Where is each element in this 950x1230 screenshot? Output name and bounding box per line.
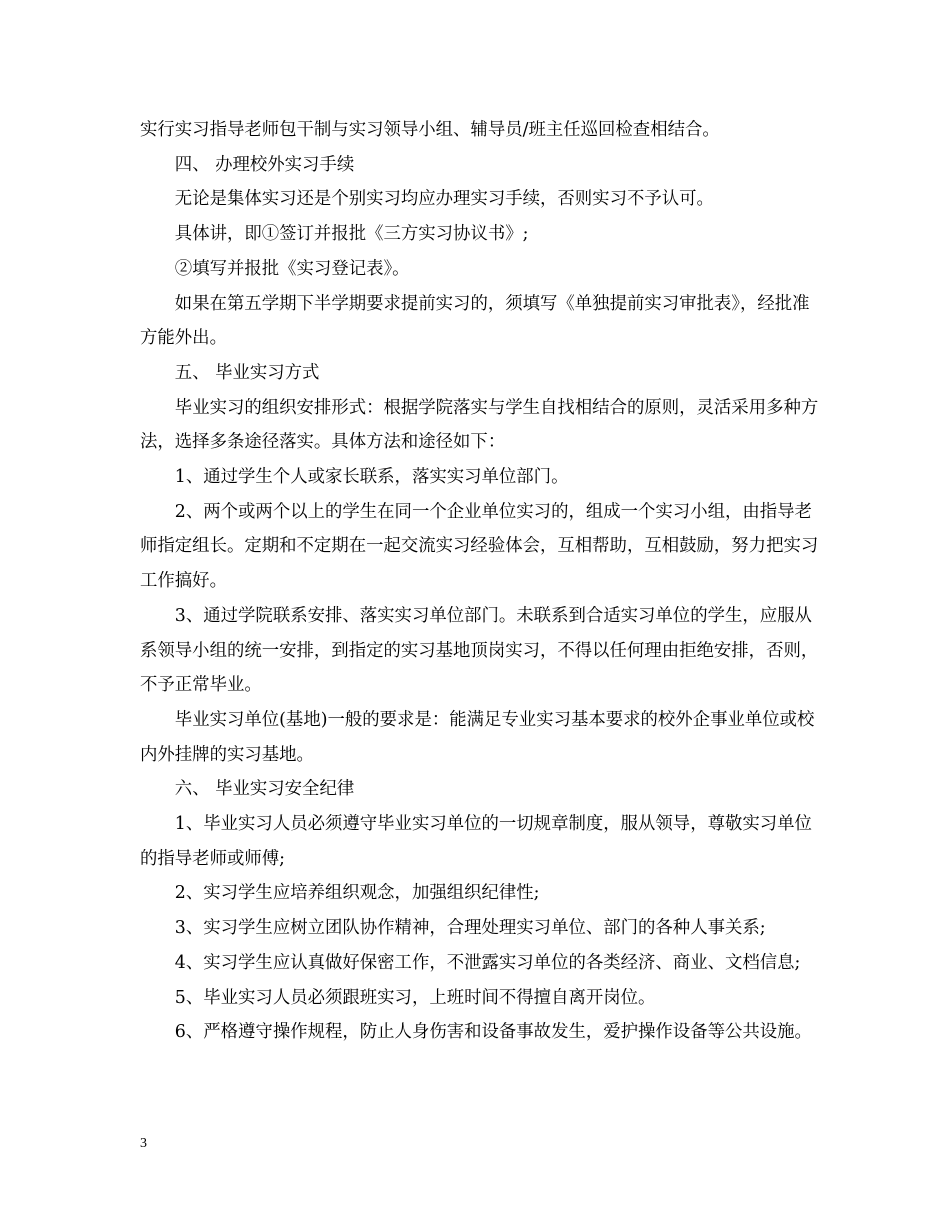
list-item: 1、通过学生个人或家长联系，落实实习单位部门。 <box>174 467 569 488</box>
paragraph: 如果在第五学期下半学期要求提前实习的，须填写《单独提前实习审批表》，经批准方能外出。 <box>140 293 810 349</box>
list-item: 5、毕业实习人员必须跟班实习，上班时间不得擅自离开岗位。 <box>174 987 656 1008</box>
paragraph: 毕业实习单位(基地)一般的要求是：能满足专业实习基本要求的校外企事业单位或校内外挂牌的实习基地。 <box>140 709 815 765</box>
list-item: 3、实习学生应树立团队协作精神，合理处理实习单位、部门的各种人事关系; <box>174 918 766 939</box>
list-item: 1、毕业实习人员必须遵守毕业实习单位的一切规章制度，服从领导，尊敬实习单位的指导老师或师傅; <box>140 814 812 869</box>
list-item: 2、两个或两个以上的学生在同一个企业单位实习的，组成一个实习小组，由指导老师指定组长。定期和不定期在一起交流实习经验体会，互相帮助，互相鼓励，努力把实习工作搞好。 <box>140 501 819 592</box>
paragraph: 实行实习指导老师包干制与实习领导小组、辅导员/班主任巡回检查相结合。 <box>140 120 720 140</box>
list-item: 4、实习学生应认真做好保密工作，不泄露实习单位的各类经济、商业、文档信息; <box>174 952 801 973</box>
paragraph: ②填写并报批《实习登记表》。 <box>174 258 410 279</box>
paragraph: 无论是集体实习还是个别实习均应办理实习手续，否则实习不予认可。 <box>174 189 714 210</box>
section-heading-5: 五、 毕业实习方式 <box>174 362 320 383</box>
section-heading-6: 六、 毕业实习安全纪律 <box>174 779 355 800</box>
list-item: 3、通过学院联系安排、落实实习单位部门。未联系到合适实习单位的学生，应服从系领导小组的统一安排，到指定的实习基地顶岗实习，不得以任何理由拒绝安排，否则，不予正常毕业。 <box>140 605 819 696</box>
paragraph: 毕业实习的组织安排形式：根据学院落实与学生自找相结合的原则，灵活采用多种方法，选择多条途径落实。具体方法和途径如下： <box>140 397 819 453</box>
document-body <box>140 113 820 1050</box>
list-item: 6、严格遵守操作规程，防止人身伤害和设备事故发生，爱护操作设备等公共设施。 <box>174 1022 812 1043</box>
list-item: 2、实习学生应培养组织观念，加强组织纪律性; <box>174 883 540 904</box>
paragraph: 具体讲，即①签订并报批《三方实习协议书》; <box>174 224 529 245</box>
page-number: 3 <box>140 1136 147 1151</box>
section-heading-4: 四、 办理校外实习手续 <box>174 154 355 175</box>
